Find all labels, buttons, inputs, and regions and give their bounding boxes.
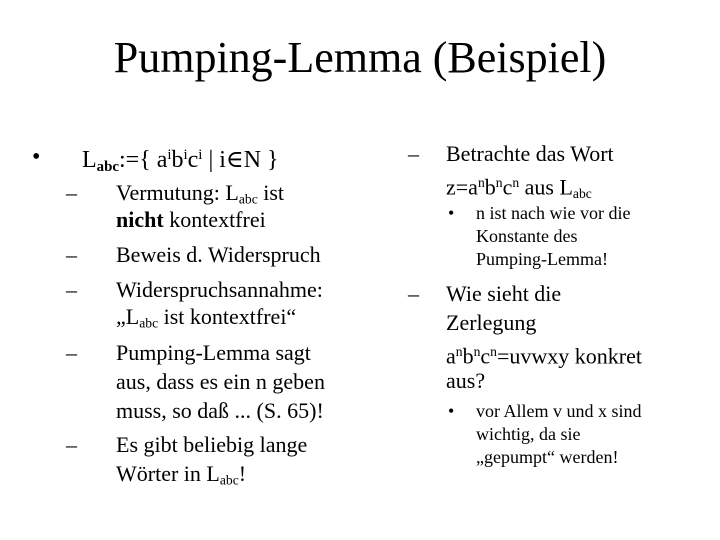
left-item-1-text-a: Vermutung: L	[116, 180, 239, 205]
word-c: c	[502, 174, 513, 200]
decomp-exp-b: n	[473, 344, 481, 359]
left-item-1-text-b: ist	[257, 180, 285, 205]
left-dash-2: –	[66, 242, 77, 267]
left-item-3-line-1: Widerspruchsannahme:	[116, 277, 323, 302]
left-item-3-text-a: „L	[116, 304, 140, 329]
right-sub-bullet-2: •	[448, 401, 455, 421]
left-dash-3: –	[66, 277, 77, 302]
exp-b: i	[183, 147, 188, 163]
left-item-2-line-1: Beweis d. Widerspruch	[116, 242, 321, 267]
language-definition	[82, 140, 279, 182]
exp-c: i	[198, 147, 203, 163]
word-exp-a: n	[477, 175, 485, 190]
word-exp-b: n	[495, 175, 503, 190]
decomp-exp-c: n	[490, 344, 497, 359]
right-sub-1-line-3: Pumping-Lemma!	[476, 249, 608, 269]
left-item-1-line-2	[116, 206, 266, 233]
right-item-2-line-2: Zerlegung	[446, 310, 537, 335]
element-of-symbol: ∈	[225, 147, 244, 174]
right-sub-bullet-1: •	[448, 203, 455, 223]
slide-title: Pumping-Lemma (Beispiel)	[113, 33, 607, 82]
left-item-1-text-c: kontextfrei	[163, 207, 266, 232]
word-b: b	[484, 174, 496, 200]
left-main-bullet: •	[32, 144, 41, 170]
left-item-3-text-b: ist kontextfrei“	[158, 304, 297, 329]
word-z: z=a	[446, 174, 478, 200]
lang-b: b	[171, 147, 184, 174]
left-item-4-line-1: Pumping-Lemma sagt	[116, 340, 311, 365]
decomp-c: c	[480, 343, 491, 369]
right-dash-2: –	[408, 281, 419, 306]
left-item-3-subscript: abc	[139, 315, 159, 331]
left-item-5-text-a: Wörter in L	[116, 461, 220, 486]
left-item-3-line-2	[116, 303, 296, 336]
right-item-2-line-3	[446, 338, 642, 370]
lang-c: c	[187, 147, 199, 174]
right-sub-2-line-2: wichtig, da sie	[476, 424, 581, 444]
right-item-1-line-1: Betrachte das Wort	[446, 141, 614, 166]
decomp-rest: =uvwxy konkret	[496, 343, 642, 369]
decomp-a: a	[446, 343, 456, 369]
left-item-4-line-2: aus, dass es ein n geben	[116, 369, 325, 394]
decomp-b: b	[462, 343, 474, 369]
left-item-1-bold: nicht	[116, 207, 164, 232]
left-item-5-line-2	[116, 460, 246, 493]
left-item-5-text-b: !	[238, 461, 247, 486]
lang-L: L	[82, 147, 97, 174]
decomp-exp-a: n	[455, 344, 463, 359]
exp-a: i	[167, 147, 172, 163]
left-item-5-line-1: Es gibt beliebig lange	[116, 432, 308, 457]
word-aus: aus L	[519, 174, 573, 200]
left-item-4-line-3: muss, so daß ... (S. 65)!	[116, 398, 324, 423]
right-sub-1-line-1: n ist nach wie vor die	[476, 203, 631, 223]
left-dash-4: –	[66, 340, 77, 365]
right-sub-2-line-1: vor Allem v und x sind	[476, 401, 642, 421]
left-dash-5: –	[66, 432, 77, 457]
right-sub-1-line-2: Konstante des	[476, 226, 578, 246]
right-sub-2-line-3: „gepumpt“ werden!	[476, 447, 619, 467]
left-item-1-subscript: abc	[238, 191, 258, 207]
right-item-2-line-1: Wie sieht die	[446, 281, 562, 306]
word-subscript: abc	[572, 185, 592, 201]
left-dash-1: –	[66, 180, 77, 205]
word-exp-c: n	[512, 175, 520, 190]
lang-assign: :={ a	[118, 147, 168, 174]
left-item-5-subscript: abc	[219, 472, 239, 488]
lang-set-end: N }	[243, 147, 279, 174]
right-dash-1: –	[408, 141, 419, 166]
lang-L-subscript: abc	[96, 158, 119, 175]
right-item-2-line-4: aus?	[446, 368, 486, 393]
lang-rest: | i	[202, 147, 226, 174]
